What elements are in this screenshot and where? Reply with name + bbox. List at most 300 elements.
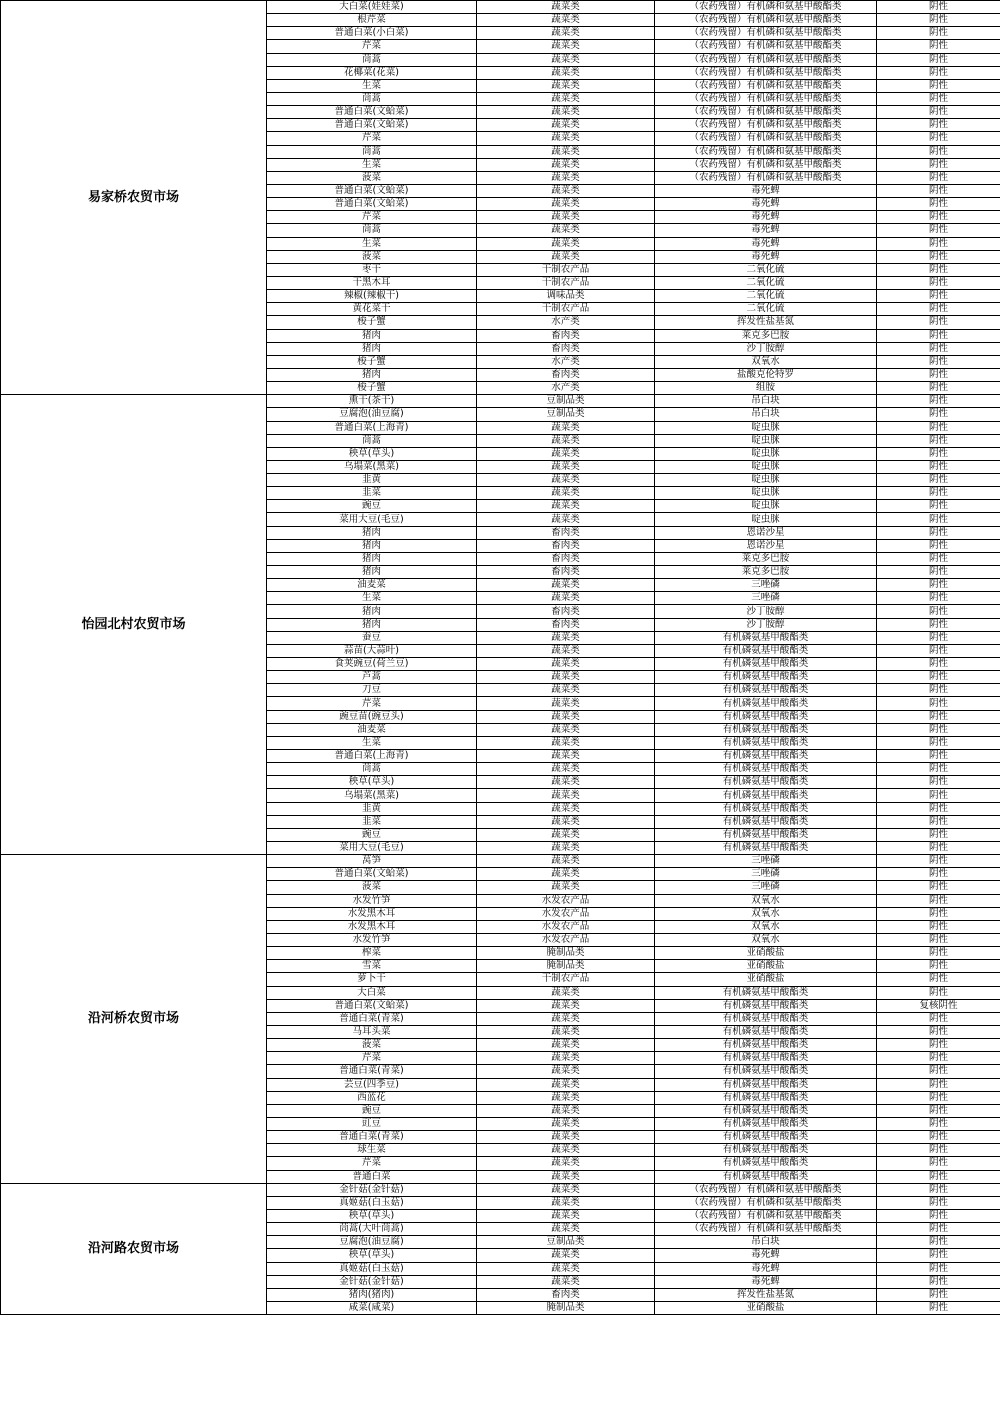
result-cell: 阴性 <box>877 1025 1000 1038</box>
test-item-cell: 亚硝酸盐 <box>655 960 877 973</box>
category-cell: 蔬菜类 <box>477 474 655 487</box>
category-cell: 蔬菜类 <box>477 211 655 224</box>
category-cell: 蔬菜类 <box>477 710 655 723</box>
result-cell: 阴性 <box>877 408 1000 421</box>
result-cell: 阴性 <box>877 250 1000 263</box>
sample-name-cell: 豌豆 <box>267 1104 477 1117</box>
test-item-cell: 双氧水 <box>655 907 877 920</box>
sample-name-cell: 豌豆苗(豌豆头) <box>267 710 477 723</box>
test-item-cell: 亚硝酸盐 <box>655 1301 877 1314</box>
sample-name-cell: 豌豆 <box>267 828 477 841</box>
result-cell: 阴性 <box>877 132 1000 145</box>
test-item-cell: （农药残留）有机磷和氨基甲酸酯类 <box>655 66 877 79</box>
result-cell: 阴性 <box>877 1170 1000 1183</box>
test-item-cell: （农药残留）有机磷和氨基甲酸酯类 <box>655 106 877 119</box>
result-cell: 阴性 <box>877 290 1000 303</box>
sample-name-cell: 豇豆 <box>267 1117 477 1130</box>
result-cell: 阴性 <box>877 382 1000 395</box>
sample-name-cell: 金针菇(金针菇) <box>267 1183 477 1196</box>
category-cell: 蔬菜类 <box>477 1157 655 1170</box>
test-item-cell: （农药残留）有机磷和氨基甲酸酯类 <box>655 145 877 158</box>
test-item-cell: 挥发性盐基氮 <box>655 316 877 329</box>
category-cell: 豆制品类 <box>477 1236 655 1249</box>
result-cell: 阴性 <box>877 1223 1000 1236</box>
category-cell: 畜肉类 <box>477 566 655 579</box>
result-cell: 阴性 <box>877 119 1000 132</box>
sample-name-cell: 普通白菜(青菜) <box>267 1065 477 1078</box>
test-item-cell: 有机磷氨基甲酸酯类 <box>655 1144 877 1157</box>
category-cell: 蔬菜类 <box>477 92 655 105</box>
sample-name-cell: 熏干(茶干) <box>267 395 477 408</box>
category-cell: 畜肉类 <box>477 552 655 565</box>
result-cell: 阴性 <box>877 1 1000 14</box>
result-cell: 阴性 <box>877 592 1000 605</box>
sample-name-cell: 芹菜 <box>267 1052 477 1065</box>
result-cell: 复核阴性 <box>877 999 1000 1012</box>
test-item-cell: 啶虫脒 <box>655 460 877 473</box>
table-row <box>1 1 1000 14</box>
result-cell: 阴性 <box>877 1249 1000 1262</box>
category-cell: 蔬菜类 <box>477 1249 655 1262</box>
test-item-cell: 三唑磷 <box>655 592 877 605</box>
sample-name-cell: 秧草(草头) <box>267 1249 477 1262</box>
category-cell: 畜肉类 <box>477 539 655 552</box>
result-cell: 阴性 <box>877 828 1000 841</box>
category-cell: 蔬菜类 <box>477 1091 655 1104</box>
test-item-cell: 有机磷氨基甲酸酯类 <box>655 1039 877 1052</box>
result-cell: 阴性 <box>877 750 1000 763</box>
category-cell: 蔬菜类 <box>477 1170 655 1183</box>
result-cell: 阴性 <box>877 1262 1000 1275</box>
test-item-cell: （农药残留）有机磷和氨基甲酸酯类 <box>655 119 877 132</box>
sample-name-cell: 猪肉 <box>267 566 477 579</box>
sample-name-cell: 黄花菜干 <box>267 303 477 316</box>
sample-name-cell: 猪肉 <box>267 539 477 552</box>
category-cell: 蔬菜类 <box>477 171 655 184</box>
category-cell: 蔬菜类 <box>477 802 655 815</box>
result-cell: 阴性 <box>877 1275 1000 1288</box>
sample-name-cell: 萝卜干 <box>267 973 477 986</box>
result-cell: 阴性 <box>877 92 1000 105</box>
result-cell: 阴性 <box>877 842 1000 855</box>
sample-name-cell: 韭菜 <box>267 487 477 500</box>
test-item-cell: 有机磷氨基甲酸酯类 <box>655 999 877 1012</box>
sample-name-cell: 茼蒿 <box>267 92 477 105</box>
test-item-cell: （农药残留）有机磷和氨基甲酸酯类 <box>655 1196 877 1209</box>
category-cell: 蔬菜类 <box>477 1117 655 1130</box>
sample-name-cell: 普通白菜(青菜) <box>267 1131 477 1144</box>
test-item-cell: 毒死蜱 <box>655 250 877 263</box>
result-cell: 阴性 <box>877 539 1000 552</box>
result-cell: 阴性 <box>877 79 1000 92</box>
category-cell: 蔬菜类 <box>477 828 655 841</box>
result-cell: 阴性 <box>877 1065 1000 1078</box>
test-item-cell: 三唑磷 <box>655 855 877 868</box>
category-cell: 蔬菜类 <box>477 1196 655 1209</box>
result-cell: 阴性 <box>877 66 1000 79</box>
result-cell: 阴性 <box>877 868 1000 881</box>
result-cell: 阴性 <box>877 355 1000 368</box>
test-item-cell: 有机磷氨基甲酸酯类 <box>655 815 877 828</box>
result-cell: 阴性 <box>877 605 1000 618</box>
sample-name-cell: 大白菜 <box>267 986 477 999</box>
sample-name-cell: 普通白菜(文蛤菜) <box>267 868 477 881</box>
category-cell: 蔬菜类 <box>477 487 655 500</box>
test-item-cell: （农药残留）有机磷和氨基甲酸酯类 <box>655 40 877 53</box>
result-cell: 阴性 <box>877 1012 1000 1025</box>
category-cell: 蔬菜类 <box>477 579 655 592</box>
category-cell: 蔬菜类 <box>477 27 655 40</box>
test-item-cell: 恩诺沙星 <box>655 526 877 539</box>
test-item-cell: 亚硝酸盐 <box>655 973 877 986</box>
sample-name-cell: 芹菜 <box>267 697 477 710</box>
test-item-cell: 有机磷氨基甲酸酯类 <box>655 776 877 789</box>
test-item-cell: 二氧化硫 <box>655 303 877 316</box>
sample-name-cell: 豆腐泡(油豆腐) <box>267 1236 477 1249</box>
category-cell: 蔬菜类 <box>477 1025 655 1038</box>
test-item-cell: （农药残留）有机磷和氨基甲酸酯类 <box>655 14 877 27</box>
category-cell: 蔬菜类 <box>477 1131 655 1144</box>
test-item-cell: 毒死蜱 <box>655 224 877 237</box>
test-item-cell: （农药残留）有机磷和氨基甲酸酯类 <box>655 1183 877 1196</box>
category-cell: 畜肉类 <box>477 605 655 618</box>
result-cell: 阴性 <box>877 500 1000 513</box>
result-cell: 阴性 <box>877 40 1000 53</box>
category-cell: 蔬菜类 <box>477 684 655 697</box>
result-cell: 阴性 <box>877 960 1000 973</box>
test-item-cell: （农药残留）有机磷和氨基甲酸酯类 <box>655 158 877 171</box>
result-cell: 阴性 <box>877 973 1000 986</box>
result-cell: 阴性 <box>877 487 1000 500</box>
test-item-cell: 二氧化硫 <box>655 290 877 303</box>
sample-name-cell: 榨菜 <box>267 947 477 960</box>
result-cell: 阴性 <box>877 1236 1000 1249</box>
test-item-cell: 双氧水 <box>655 894 877 907</box>
category-cell: 蔬菜类 <box>477 842 655 855</box>
sample-name-cell: 球生菜 <box>267 1144 477 1157</box>
sample-name-cell: 梭子蟹 <box>267 382 477 395</box>
result-cell: 阴性 <box>877 776 1000 789</box>
test-item-cell: 有机磷氨基甲酸酯类 <box>655 986 877 999</box>
result-cell: 阴性 <box>877 644 1000 657</box>
test-item-cell: 有机磷氨基甲酸酯类 <box>655 736 877 749</box>
result-cell: 阴性 <box>877 1157 1000 1170</box>
category-cell: 蔬菜类 <box>477 1039 655 1052</box>
result-cell: 阴性 <box>877 184 1000 197</box>
test-item-cell: 沙丁胺醇 <box>655 342 877 355</box>
category-cell: 蔬菜类 <box>477 513 655 526</box>
category-cell: 蔬菜类 <box>477 40 655 53</box>
sample-name-cell: 菜用大豆(毛豆) <box>267 513 477 526</box>
result-cell: 阴性 <box>877 1078 1000 1091</box>
sample-name-cell: 芹菜 <box>267 1157 477 1170</box>
category-cell: 蔬菜类 <box>477 776 655 789</box>
result-cell: 阴性 <box>877 1301 1000 1314</box>
test-item-cell: 双氧水 <box>655 920 877 933</box>
test-item-cell: 有机磷氨基甲酸酯类 <box>655 631 877 644</box>
category-cell: 蔬菜类 <box>477 723 655 736</box>
category-cell: 蔬菜类 <box>477 1078 655 1091</box>
result-cell: 阴性 <box>877 894 1000 907</box>
category-cell: 蔬菜类 <box>477 1065 655 1078</box>
sample-name-cell: 芹菜 <box>267 132 477 145</box>
category-cell: 干制农产品 <box>477 303 655 316</box>
result-cell: 阴性 <box>877 224 1000 237</box>
sample-name-cell: 韭黄 <box>267 474 477 487</box>
sample-name-cell: 干黑木耳 <box>267 276 477 289</box>
test-item-cell: 组胺 <box>655 382 877 395</box>
category-cell: 腌制品类 <box>477 1301 655 1314</box>
category-cell: 干制农产品 <box>477 263 655 276</box>
category-cell: 蔬菜类 <box>477 1104 655 1117</box>
category-cell: 蔬菜类 <box>477 855 655 868</box>
result-cell: 阴性 <box>877 789 1000 802</box>
sample-name-cell: 猪肉 <box>267 329 477 342</box>
result-cell: 阴性 <box>877 14 1000 27</box>
category-cell: 水产类 <box>477 316 655 329</box>
test-item-cell: （农药残留）有机磷和氨基甲酸酯类 <box>655 132 877 145</box>
sample-name-cell: 蒜苗(大蒜叶) <box>267 644 477 657</box>
result-cell: 阴性 <box>877 395 1000 408</box>
result-cell: 阴性 <box>877 513 1000 526</box>
result-cell: 阴性 <box>877 329 1000 342</box>
result-cell: 阴性 <box>877 1196 1000 1209</box>
sample-name-cell: 辣椒(辣椒干) <box>267 290 477 303</box>
sample-name-cell: 乌塌菜(黑菜) <box>267 460 477 473</box>
category-cell: 畜肉类 <box>477 368 655 381</box>
category-cell: 蔬菜类 <box>477 79 655 92</box>
sample-name-cell: 芸豆(四季豆) <box>267 1078 477 1091</box>
category-cell: 蔬菜类 <box>477 250 655 263</box>
category-cell: 豆制品类 <box>477 395 655 408</box>
test-item-cell: 有机磷氨基甲酸酯类 <box>655 842 877 855</box>
result-cell: 阴性 <box>877 552 1000 565</box>
result-cell: 阴性 <box>877 1117 1000 1130</box>
category-cell: 蔬菜类 <box>477 999 655 1012</box>
result-cell: 阴性 <box>877 447 1000 460</box>
sample-name-cell: 猪肉 <box>267 368 477 381</box>
category-cell: 豆制品类 <box>477 408 655 421</box>
category-cell: 畜肉类 <box>477 342 655 355</box>
category-cell: 蔬菜类 <box>477 53 655 66</box>
table-row <box>1 395 1000 408</box>
category-cell: 干制农产品 <box>477 276 655 289</box>
result-cell: 阴性 <box>877 526 1000 539</box>
category-cell: 蔬菜类 <box>477 460 655 473</box>
test-item-cell: 莱克多巴胺 <box>655 329 877 342</box>
category-cell: 蔬菜类 <box>477 237 655 250</box>
test-item-cell: 有机磷氨基甲酸酯类 <box>655 684 877 697</box>
category-cell: 蔬菜类 <box>477 592 655 605</box>
result-cell: 阴性 <box>877 710 1000 723</box>
result-cell: 阴性 <box>877 460 1000 473</box>
result-cell: 阴性 <box>877 566 1000 579</box>
category-cell: 蔬菜类 <box>477 132 655 145</box>
sample-name-cell: 菠菜 <box>267 1039 477 1052</box>
result-cell: 阴性 <box>877 316 1000 329</box>
test-item-cell: 双氧水 <box>655 933 877 946</box>
test-item-cell: 莱克多巴胺 <box>655 566 877 579</box>
result-cell: 阴性 <box>877 855 1000 868</box>
sample-name-cell: 菠菜 <box>267 250 477 263</box>
sample-name-cell: 猪肉 <box>267 605 477 618</box>
category-cell: 畜肉类 <box>477 618 655 631</box>
result-cell: 阴性 <box>877 736 1000 749</box>
sample-name-cell: 茼蒿 <box>267 434 477 447</box>
test-item-cell: 有机磷氨基甲酸酯类 <box>655 1091 877 1104</box>
test-item-cell: （农药残留）有机磷和氨基甲酸酯类 <box>655 171 877 184</box>
category-cell: 腌制品类 <box>477 947 655 960</box>
category-cell: 蔬菜类 <box>477 815 655 828</box>
category-cell: 水产类 <box>477 355 655 368</box>
category-cell: 蔬菜类 <box>477 644 655 657</box>
category-cell: 蔬菜类 <box>477 421 655 434</box>
test-item-cell: 有机磷氨基甲酸酯类 <box>655 789 877 802</box>
sample-name-cell: 生菜 <box>267 158 477 171</box>
category-cell: 蔬菜类 <box>477 224 655 237</box>
result-cell: 阴性 <box>877 53 1000 66</box>
test-item-cell: （农药残留）有机磷和氨基甲酸酯类 <box>655 53 877 66</box>
category-cell: 水发农产品 <box>477 933 655 946</box>
test-item-cell: 沙丁胺醇 <box>655 618 877 631</box>
category-cell: 蔬菜类 <box>477 868 655 881</box>
result-cell: 阴性 <box>877 579 1000 592</box>
category-cell: 蔬菜类 <box>477 881 655 894</box>
result-cell: 阴性 <box>877 631 1000 644</box>
test-item-cell: 啶虫脒 <box>655 500 877 513</box>
category-cell: 蔬菜类 <box>477 986 655 999</box>
category-cell: 水发农产品 <box>477 907 655 920</box>
category-cell: 水发农产品 <box>477 894 655 907</box>
result-cell: 阴性 <box>877 697 1000 710</box>
category-cell: 蔬菜类 <box>477 66 655 79</box>
test-item-cell: 二氧化硫 <box>655 276 877 289</box>
test-item-cell: （农药残留）有机磷和氨基甲酸酯类 <box>655 1223 877 1236</box>
result-cell: 阴性 <box>877 1052 1000 1065</box>
test-item-cell: （农药残留）有机磷和氨基甲酸酯类 <box>655 1 877 14</box>
sample-name-cell: 茼蒿(大叶茼蒿) <box>267 1223 477 1236</box>
result-cell: 阴性 <box>877 106 1000 119</box>
category-cell: 腌制品类 <box>477 960 655 973</box>
test-item-cell: 啶虫脒 <box>655 421 877 434</box>
sample-name-cell: 猪肉 <box>267 342 477 355</box>
category-cell: 蔬菜类 <box>477 158 655 171</box>
result-cell: 阴性 <box>877 237 1000 250</box>
result-cell: 阴性 <box>877 671 1000 684</box>
test-item-cell: 有机磷氨基甲酸酯类 <box>655 1157 877 1170</box>
category-cell: 蔬菜类 <box>477 1052 655 1065</box>
test-item-cell: 三唑磷 <box>655 881 877 894</box>
test-item-cell: 毒死蜱 <box>655 1275 877 1288</box>
test-item-cell: 有机磷氨基甲酸酯类 <box>655 1052 877 1065</box>
test-item-cell: 有机磷氨基甲酸酯类 <box>655 1170 877 1183</box>
market-name-cell: 沿河路农贸市场 <box>1 1183 267 1314</box>
sample-name-cell: 蚕豆 <box>267 631 477 644</box>
sample-name-cell: 普通白菜(文蛤菜) <box>267 999 477 1012</box>
category-cell: 蔬菜类 <box>477 1223 655 1236</box>
sample-name-cell: 雪菜 <box>267 960 477 973</box>
category-cell: 蔬菜类 <box>477 1275 655 1288</box>
test-item-cell: 毒死蜱 <box>655 184 877 197</box>
test-item-cell: 二氧化硫 <box>655 263 877 276</box>
sample-name-cell: 豌豆 <box>267 500 477 513</box>
sample-name-cell: 普通白菜(上海青) <box>267 421 477 434</box>
sample-name-cell: 韭菜 <box>267 815 477 828</box>
result-cell: 阴性 <box>877 1288 1000 1301</box>
test-item-cell: 有机磷氨基甲酸酯类 <box>655 763 877 776</box>
test-item-cell: 啶虫脒 <box>655 474 877 487</box>
sample-name-cell: 茼蒿 <box>267 763 477 776</box>
test-item-cell: 有机磷氨基甲酸酯类 <box>655 1078 877 1091</box>
sample-name-cell: 大白菜(娃娃菜) <box>267 1 477 14</box>
test-item-cell: 有机磷氨基甲酸酯类 <box>655 1131 877 1144</box>
sample-name-cell: 生菜 <box>267 736 477 749</box>
test-item-cell: 有机磷氨基甲酸酯类 <box>655 1065 877 1078</box>
sample-name-cell: 菠菜 <box>267 881 477 894</box>
sample-name-cell: 生菜 <box>267 237 477 250</box>
result-cell: 阴性 <box>877 1144 1000 1157</box>
sample-name-cell: 马耳头菜 <box>267 1025 477 1038</box>
result-cell: 阴性 <box>877 684 1000 697</box>
test-item-cell: 莱克多巴胺 <box>655 552 877 565</box>
category-cell: 调味品类 <box>477 290 655 303</box>
market-name-cell: 沿河桥农贸市场 <box>1 855 267 1184</box>
sample-name-cell: 普通白菜(青菜) <box>267 1012 477 1025</box>
category-cell: 蔬菜类 <box>477 1183 655 1196</box>
sample-name-cell: 秧草(草头) <box>267 1209 477 1222</box>
result-cell: 阴性 <box>877 907 1000 920</box>
result-cell: 阴性 <box>877 211 1000 224</box>
test-item-cell: 有机磷氨基甲酸酯类 <box>655 710 877 723</box>
result-cell: 阴性 <box>877 342 1000 355</box>
result-cell: 阴性 <box>877 815 1000 828</box>
test-item-cell: 有机磷氨基甲酸酯类 <box>655 1104 877 1117</box>
test-item-cell: 有机磷氨基甲酸酯类 <box>655 658 877 671</box>
result-cell: 阴性 <box>877 421 1000 434</box>
result-cell: 阴性 <box>877 171 1000 184</box>
sample-name-cell: 花椰菜(花菜) <box>267 66 477 79</box>
test-item-cell: 亚硝酸盐 <box>655 947 877 960</box>
test-item-cell: 有机磷氨基甲酸酯类 <box>655 723 877 736</box>
sample-name-cell: 猪肉 <box>267 618 477 631</box>
category-cell: 蔬菜类 <box>477 106 655 119</box>
sample-name-cell: 普通白菜(文蛤菜) <box>267 119 477 132</box>
result-cell: 阴性 <box>877 263 1000 276</box>
sample-name-cell: 菠菜 <box>267 171 477 184</box>
sample-name-cell: 生菜 <box>267 79 477 92</box>
test-item-cell: 毒死蜱 <box>655 237 877 250</box>
test-item-cell: 吊白块 <box>655 408 877 421</box>
category-cell: 蔬菜类 <box>477 736 655 749</box>
result-cell: 阴性 <box>877 618 1000 631</box>
table-row <box>1 855 1000 868</box>
test-item-cell: 有机磷氨基甲酸酯类 <box>655 697 877 710</box>
category-cell: 蔬菜类 <box>477 1012 655 1025</box>
test-item-cell: 啶虫脒 <box>655 447 877 460</box>
sample-name-cell: 普通白菜(小白菜) <box>267 27 477 40</box>
result-cell: 阴性 <box>877 1091 1000 1104</box>
result-cell: 阴性 <box>877 986 1000 999</box>
category-cell: 蔬菜类 <box>477 447 655 460</box>
category-cell: 蔬菜类 <box>477 750 655 763</box>
sample-name-cell: 乌塌菜(黑菜) <box>267 789 477 802</box>
test-item-cell: 啶虫脒 <box>655 513 877 526</box>
category-cell: 水产类 <box>477 382 655 395</box>
sample-name-cell: 普通白菜(文蛤菜) <box>267 106 477 119</box>
sample-name-cell: 西蓝花 <box>267 1091 477 1104</box>
test-item-cell: 三唑磷 <box>655 579 877 592</box>
result-cell: 阴性 <box>877 881 1000 894</box>
